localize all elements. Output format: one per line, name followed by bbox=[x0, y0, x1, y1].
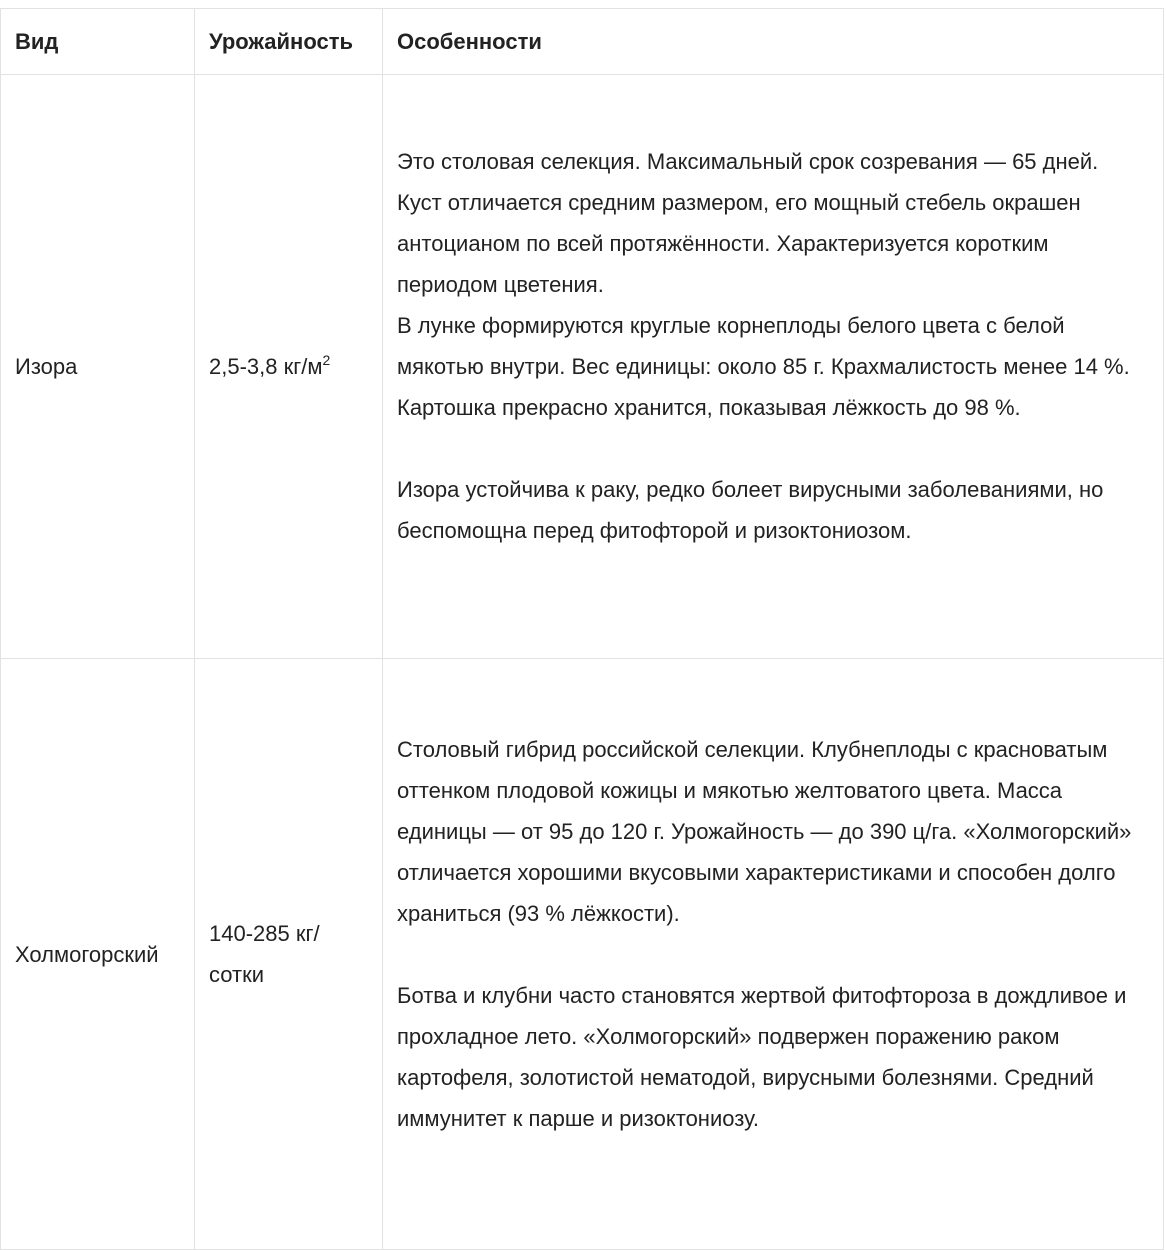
table-row bbox=[1, 75, 1164, 659]
variety-description bbox=[383, 75, 1164, 659]
header-yield: Урожайность bbox=[195, 9, 383, 75]
description-paragraph: Столовый гибрид российской селекции. Клубнеплоды с красноватым оттенком плодовой кожицы и мякотью желтоватого цвета. Масса единицы — от 95 до 120 г. Урожайность — до 390 ц/га. «Холмогорский» отличается хорошими вкусовыми характеристиками и способен долго храниться (93 % лёжкости). bbox=[397, 736, 1132, 926]
yield-value bbox=[195, 75, 383, 659]
paragraph-spacer bbox=[397, 551, 1149, 592]
header-features: Особенности bbox=[383, 9, 1164, 75]
yield-value: 140-285 кг/сотки bbox=[195, 659, 383, 1250]
description-paragraph: Изора устойчива к раку, редко болеет вирусными заболеваниями, но беспомощна перед фитофторой и ризоктониозом. bbox=[397, 477, 1104, 543]
potato-varieties-table bbox=[0, 8, 1164, 1250]
table-header-row bbox=[1, 9, 1164, 75]
header-variety: Вид bbox=[1, 9, 195, 75]
variety-name: Холмогорский bbox=[1, 659, 195, 1250]
paragraph-spacer bbox=[397, 934, 1149, 975]
variety-name: Изора bbox=[1, 75, 195, 659]
table-row bbox=[1, 659, 1164, 1250]
description-paragraph: Ботва и клубни часто становятся жертвой фитофтороза в дождливое и прохладное лето. «Холмогорский» подвержен поражению раком картофеля, золотистой нематодой, вирусными болезнями. Средний иммунитет к парше и ризоктониозу. bbox=[397, 982, 1127, 1131]
paragraph-spacer bbox=[397, 1139, 1149, 1180]
potato-varieties-table-container bbox=[0, 8, 1163, 1250]
description-paragraph: Это столовая селекция. Максимальный срок созревания — 65 дней. Куст отличается средним размером, его мощный стебель окрашен антоцианом по всей протяжённости. Характеризуется коротким периодом цветения. bbox=[397, 149, 1099, 297]
yield-superscript: 2 bbox=[322, 352, 331, 368]
paragraph-spacer bbox=[397, 428, 1149, 469]
variety-description bbox=[383, 659, 1164, 1250]
yield-text: 2,5-3,8 кг/м bbox=[209, 354, 323, 379]
description-paragraph: В лунке формируются круглые корнеплоды белого цвета с белой мякотью внутри. Вес единицы: около 85 г. Крахмалистость менее 14 %. Картошка прекрасно хранится, показывая лёжкость до 98 %. bbox=[397, 313, 1130, 420]
